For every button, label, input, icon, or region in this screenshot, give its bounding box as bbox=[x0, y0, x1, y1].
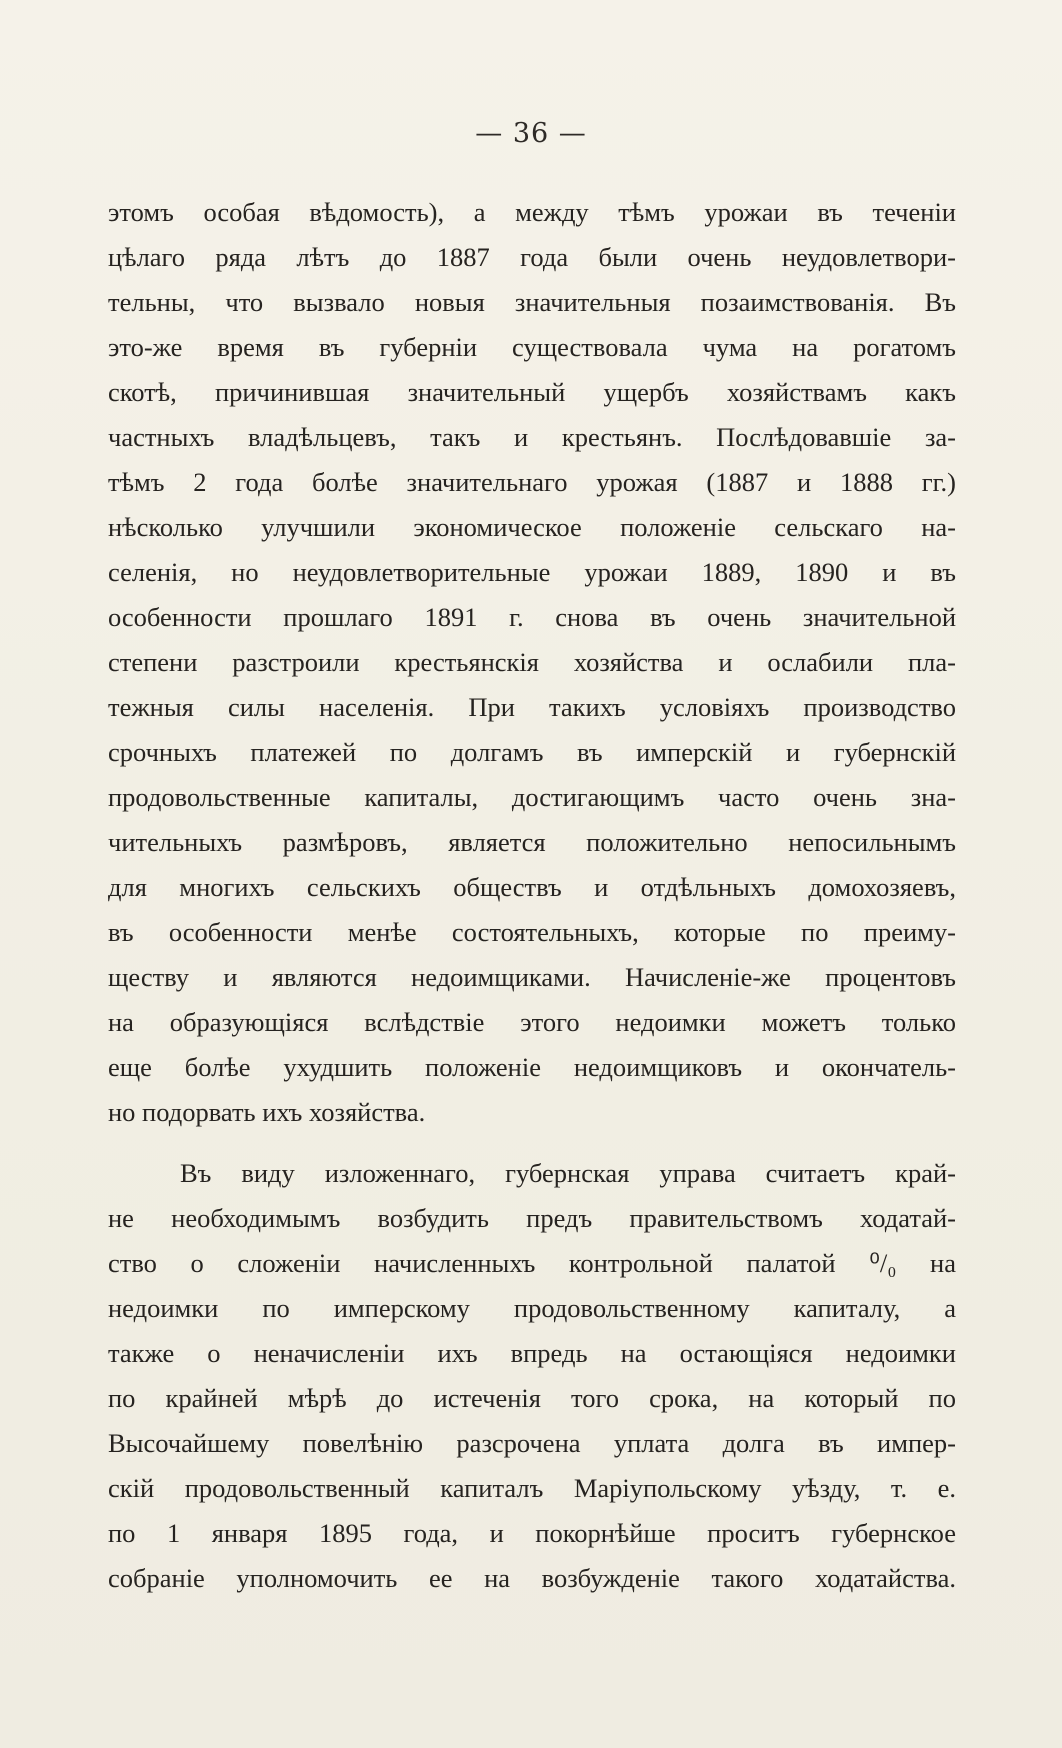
text-line: этомъ особая вѣдомость), а между тѣмъ урожаи въ теченіи bbox=[108, 197, 956, 227]
text-line: особенности прошлаго 1891 г. снова въ очень значительной bbox=[108, 602, 956, 632]
text-line: нѣсколько улучшили экономическое положеніе сельскаго на- bbox=[108, 512, 956, 542]
text-line: Высочайшему повелѣнію разсрочена уплата долга въ импер- bbox=[108, 1428, 956, 1458]
text-line: частныхъ владѣльцевъ, такъ и крестьянъ. Послѣдовавшіе за- bbox=[108, 422, 956, 452]
text-line: цѣлаго ряда лѣтъ до 1887 года были очень неудовлетвори- bbox=[108, 242, 956, 272]
text-line: ство о сложеніи начисленныхъ контрольной палатой ⁰/₀ на bbox=[108, 1248, 956, 1278]
text-line: по крайней мѣрѣ до истеченія того срока, на который по bbox=[108, 1383, 956, 1413]
text-line: недоимки по имперскому продовольственному капиталу, а bbox=[108, 1293, 956, 1323]
text-line: въ особенности менѣе состоятельныхъ, которые по преиму- bbox=[108, 917, 956, 947]
page-number: — 36 — bbox=[475, 118, 587, 149]
text-line: срочныхъ платежей по долгамъ въ имперскій и губернскій bbox=[108, 737, 956, 767]
text-line: скій продовольственный капиталъ Маріупольскому уѣзду, т. е. bbox=[108, 1473, 956, 1503]
text-line: скотѣ, причинившая значительный ущербъ хозяйствамъ какъ bbox=[108, 377, 956, 407]
paragraph-1 bbox=[108, 190, 956, 1135]
text-line: тежныя силы населенія. При такихъ условіяхъ производство bbox=[108, 692, 956, 722]
text-line: но подорвать ихъ хозяйства. bbox=[108, 1097, 426, 1127]
body-text bbox=[108, 190, 956, 1601]
text-line: не необходимымъ возбудить предъ правительствомъ ходатай- bbox=[108, 1203, 956, 1233]
text-line: тельны, что вызвало новыя значительныя позаимствованія. Въ bbox=[108, 287, 956, 317]
paragraph-gap bbox=[108, 1135, 956, 1151]
text-line: ществу и являются недоимщиками. Начисленіе-же процентовъ bbox=[108, 962, 956, 992]
paragraph-2 bbox=[108, 1151, 956, 1601]
text-line: на образующіяся вслѣдствіе этого недоимки можетъ только bbox=[108, 1007, 956, 1037]
text-line: для многихъ сельскихъ обществъ и отдѣльныхъ домохозяевъ, bbox=[108, 872, 956, 902]
text-line: это-же время въ губерніи существовала чума на рогатомъ bbox=[108, 332, 956, 362]
text-line: селенія, но неудовлетворительные урожаи 1889, 1890 и въ bbox=[108, 557, 956, 587]
text-line: продовольственные капиталы, достигающимъ часто очень зна- bbox=[108, 782, 956, 812]
text-line: еще болѣе ухудшить положеніе недоимщиковъ и окончатель- bbox=[108, 1052, 956, 1082]
text-line: собраніе уполномочить ее на возбужденіе такого ходатайства. bbox=[108, 1563, 956, 1593]
text-line: чительныхъ размѣровъ, является положительно непосильнымъ bbox=[108, 827, 956, 857]
text-line: тѣмъ 2 года болѣе значительнаго урожая (1887 и 1888 гг.) bbox=[108, 467, 956, 497]
text-line: по 1 января 1895 года, и покорнѣйше проситъ губернское bbox=[108, 1518, 956, 1548]
text-line: также о неначисленіи ихъ впредь на остающіяся недоимки bbox=[108, 1338, 956, 1368]
text-line: степени разстроили крестьянскія хозяйства и ослабили пла- bbox=[108, 647, 956, 677]
text-line: Въ виду изложеннаго, губернская управа считаетъ край- bbox=[180, 1158, 956, 1188]
